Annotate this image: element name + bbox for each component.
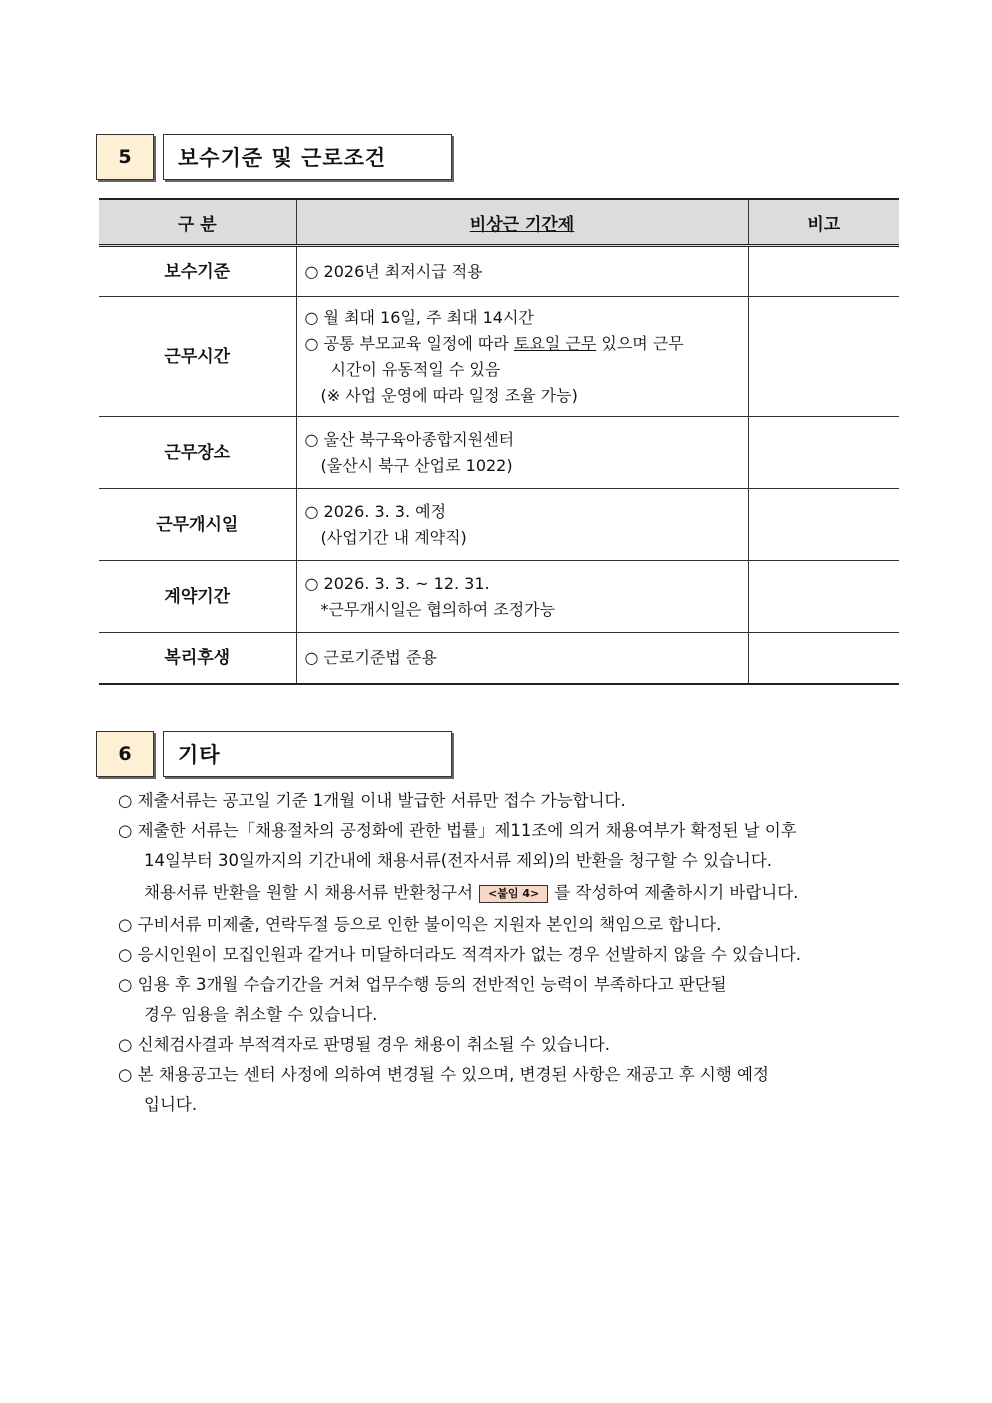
row-label: 복리후생 bbox=[99, 633, 296, 684]
row-note bbox=[748, 246, 899, 297]
header-remarks: 비고 bbox=[748, 199, 899, 246]
list-item: ○ 제출서류는 공고일 기준 1개월 이내 발급한 서류만 접수 가능합니다. bbox=[118, 791, 626, 810]
list-item-continuation: 입니다. bbox=[144, 1095, 198, 1114]
row-label: 근무장소 bbox=[99, 417, 296, 489]
row-note bbox=[748, 561, 899, 633]
table-row bbox=[99, 246, 899, 297]
underlined-text: 토요일 근무 bbox=[513, 333, 597, 353]
row-content: ○ 근로기준법 준용 bbox=[296, 633, 748, 684]
table-row bbox=[99, 489, 899, 561]
row-content: ○ 울산 북구육아종합지원센터 (울산시 북구 산업로 1022) bbox=[296, 417, 748, 489]
row-note bbox=[748, 633, 899, 684]
row-label: 계약기간 bbox=[99, 561, 296, 633]
notes-list bbox=[118, 786, 908, 1120]
list-item: ○ 구비서류 미제출, 연락두절 등으로 인한 불이익은 지원자 본인의 책임으로 합니다. bbox=[118, 915, 722, 934]
row-content: ○ 2026. 3. 3. 예정 (사업기간 내 계약직) bbox=[296, 489, 748, 561]
header-category: 구 분 bbox=[99, 199, 296, 246]
section-number: 6 bbox=[96, 731, 154, 777]
row-label: 근무개시일 bbox=[99, 489, 296, 561]
list-item: ○ 응시인원이 모집인원과 같거나 미달하더라도 적격자가 없는 경우 선발하지 않을 수 있습니다. bbox=[118, 945, 802, 964]
attachment-tag: <붙임 4> bbox=[479, 885, 548, 903]
section-number: 5 bbox=[96, 134, 154, 180]
list-item-continuation: 14일부터 30일까지의 기간내에 채용서류(전자서류 제외)의 반환을 청구할 수 있습니다. bbox=[144, 851, 773, 870]
list-item: ○ 신체검사결과 부적격자로 판명될 경우 채용이 취소될 수 있습니다. bbox=[118, 1035, 610, 1054]
list-item: ○ 임용 후 3개월 수습기간을 거쳐 업무수행 등의 전반적인 능력이 부족하다고 판단될 bbox=[118, 975, 727, 994]
header-part-time: 비상근 기간제 bbox=[296, 199, 748, 246]
row-note bbox=[748, 489, 899, 561]
list-item: ○ 제출한 서류는「채용절차의 공정화에 관한 법률」제11조에 의거 채용여부가 확정된 날 이후 bbox=[118, 821, 797, 840]
row-content: ○ 2026년 최저시급 적용 bbox=[296, 246, 748, 297]
table-row bbox=[99, 417, 899, 489]
list-item: ○ 본 채용공고는 센터 사정에 의하여 변경될 수 있으며, 변경된 사항은 재공고 후 시행 예정 bbox=[118, 1065, 769, 1084]
row-note bbox=[748, 297, 899, 417]
row-note bbox=[748, 417, 899, 489]
row-content: ○ 월 최대 16일, 주 최대 14시간 ○ 공통 부모교육 일정에 따라 토요일 근무 있으며 근무 시간이 유동적일 수 있음 (※ 사업 운영에 따라 일정 조율 가능) bbox=[296, 297, 748, 417]
table-row bbox=[99, 561, 899, 633]
list-item-continuation: 경우 임용을 취소할 수 있습니다. bbox=[144, 1005, 378, 1024]
conditions-table bbox=[99, 198, 899, 685]
row-content: ○ 2026. 3. 3. ~ 12. 31. *근무개시일은 협의하여 조정가능 bbox=[296, 561, 748, 633]
row-label: 근무시간 bbox=[99, 297, 296, 417]
list-item-continuation: 채용서류 반환을 원할 시 채용서류 반환청구서 <붙임 4> 를 작성하여 제출하시기 바랍니다. bbox=[144, 883, 799, 902]
table-header-row bbox=[99, 199, 899, 246]
section-title: 기타 bbox=[163, 731, 452, 777]
row-label: 보수기준 bbox=[99, 246, 296, 297]
table-row bbox=[99, 633, 899, 684]
section-title: 보수기준 및 근로조건 bbox=[163, 134, 452, 180]
table-row bbox=[99, 297, 899, 417]
